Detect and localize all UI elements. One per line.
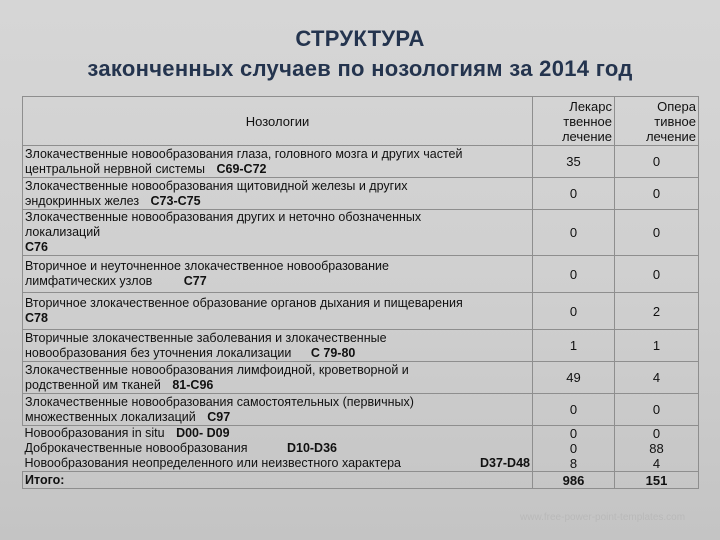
row-code: C78 <box>25 311 48 325</box>
table-row <box>23 456 699 472</box>
header-surgical-line: лечение <box>645 128 696 144</box>
row-text: Новообразования неопределенного или неизвестного характера <box>24 456 401 470</box>
header-nosology: Нозологии <box>23 97 533 146</box>
row-text: Вторичное и неуточненное злокачественное новообразование <box>25 259 389 273</box>
row-medicinal: 35 <box>533 146 615 178</box>
row-medicinal: 0 <box>533 256 615 293</box>
row-surgical: 88 <box>615 441 699 456</box>
row-code: D37-D48 <box>479 456 530 470</box>
row-nosology <box>23 293 533 330</box>
row-surgical: 1 <box>615 330 699 362</box>
row-nosology <box>23 256 533 293</box>
nosology-table <box>22 96 699 489</box>
row-text: Злокачественные новообразования глаза, головного мозга и других частей <box>25 146 463 161</box>
row-medicinal: 49 <box>533 362 615 394</box>
row-text: новообразования без уточнения локализации <box>25 345 292 360</box>
header-medicinal-line: Лекарс <box>569 98 612 114</box>
table-row <box>23 441 699 456</box>
row-text: Злокачественные новообразования щитовидной железы и других <box>25 178 408 193</box>
row-code: D00- D09 <box>176 426 230 440</box>
row-medicinal: 1 <box>533 330 615 362</box>
row-text: Злокачественные новообразования других и неточно обозначенных <box>25 210 422 224</box>
row-surgical: 0 <box>615 210 699 256</box>
table-row <box>23 394 699 426</box>
table-row <box>23 146 699 178</box>
row-medicinal: 0 <box>533 178 615 210</box>
row-surgical: 0 <box>615 256 699 293</box>
row-nosology <box>23 394 533 426</box>
row-nosology <box>23 426 533 442</box>
table-row <box>23 178 699 210</box>
row-text: Вторичное злокачественное образование органов дыхания и пищеварения <box>25 296 463 310</box>
table-row <box>23 256 699 293</box>
row-nosology <box>23 441 533 456</box>
row-nosology <box>23 330 533 362</box>
table-row <box>23 426 699 442</box>
row-surgical: 0 <box>615 178 699 210</box>
row-code: C76 <box>25 240 48 254</box>
header-surgical-line: Опера <box>657 98 696 114</box>
row-code: C73-C75 <box>150 193 201 208</box>
watermark: www.free-power-point-templates.com <box>520 512 686 523</box>
row-text: Новообразования in situ <box>24 426 165 440</box>
header-surgical-line: тивное <box>654 113 696 129</box>
total-surgical: 151 <box>615 472 699 489</box>
row-medicinal: 0 <box>533 293 615 330</box>
row-medicinal: 8 <box>533 456 615 472</box>
row-surgical: 0 <box>615 394 699 426</box>
table-row <box>23 330 699 362</box>
total-medicinal: 986 <box>533 472 615 489</box>
row-nosology <box>23 362 533 394</box>
row-medicinal: 0 <box>533 426 615 442</box>
title-line-2: законченных случаев по нозологиям за 2014 год <box>87 56 633 81</box>
row-text: Злокачественные новообразования лимфоидной, кроветворной и <box>25 362 409 377</box>
header-medicinal-line: твенное <box>563 113 612 129</box>
row-text: Доброкачественные новообразования <box>24 441 248 455</box>
header-medicinal <box>533 97 615 146</box>
row-nosology <box>23 146 533 178</box>
row-surgical: 4 <box>615 456 699 472</box>
row-nosology <box>23 210 533 256</box>
row-code: D10-D36 <box>286 441 337 455</box>
row-code: C77 <box>183 274 207 288</box>
row-nosology <box>23 178 533 210</box>
row-text: центральной нервной системы <box>25 161 205 176</box>
row-code: 81-C96 <box>172 377 214 392</box>
row-text: лимфатических узлов <box>25 274 153 288</box>
header-surgical <box>615 97 699 146</box>
row-text: родственной им тканей <box>25 377 161 392</box>
row-surgical: 4 <box>615 362 699 394</box>
row-text: Вторичные злокачественные заболевания и злокачественные <box>25 330 387 345</box>
title-line-1: СТРУКТУРА <box>295 26 425 51</box>
row-text: эндокринных желез <box>25 193 140 208</box>
table-row <box>23 210 699 256</box>
row-medicinal: 0 <box>533 210 615 256</box>
row-text: множественных локализаций <box>25 409 196 424</box>
row-nosology <box>23 456 533 472</box>
table-row <box>23 293 699 330</box>
table-total-row <box>23 472 699 489</box>
table-header-row <box>23 97 699 146</box>
row-code: C 79-80 <box>310 345 356 360</box>
row-surgical: 0 <box>615 426 699 442</box>
header-medicinal-line: лечение <box>561 128 612 144</box>
row-medicinal: 0 <box>533 394 615 426</box>
row-text: локализаций <box>25 225 101 239</box>
row-code: C97 <box>207 409 231 424</box>
row-code: C69-C72 <box>216 161 267 176</box>
row-surgical: 0 <box>615 146 699 178</box>
total-label: Итого: <box>23 472 533 489</box>
row-text: Злокачественные новообразования самостоятельных (первичных) <box>25 394 414 409</box>
row-medicinal: 0 <box>533 441 615 456</box>
slide-title <box>0 24 720 84</box>
table-row <box>23 362 699 394</box>
row-surgical: 2 <box>615 293 699 330</box>
